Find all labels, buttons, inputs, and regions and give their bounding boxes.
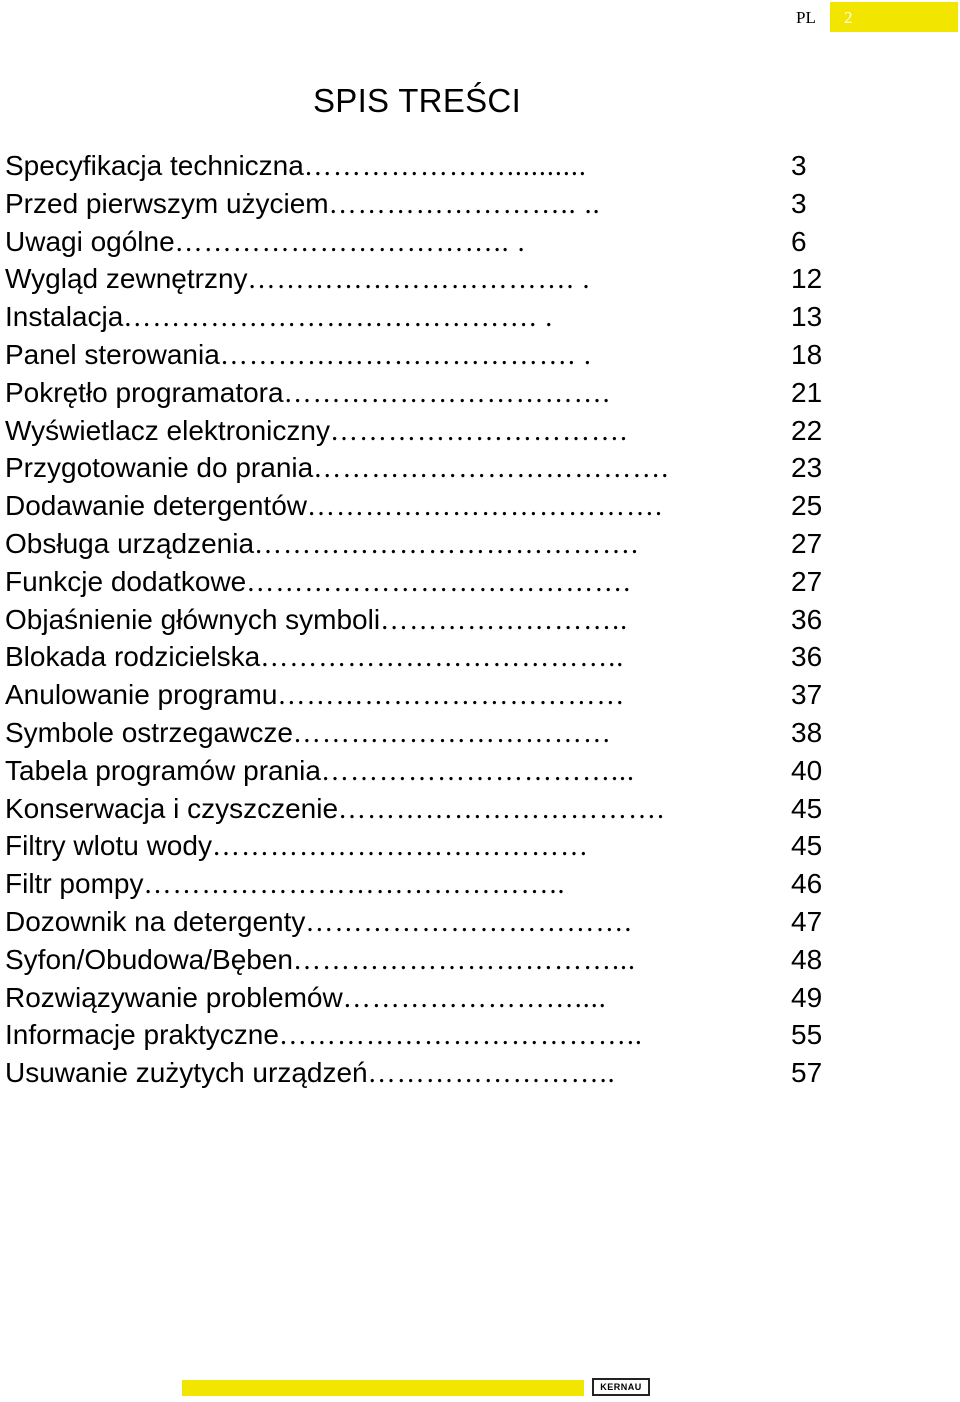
toc-page-number: 38: [791, 716, 823, 748]
toc-entry-label: Funkcje dodatkowe: [5, 565, 247, 597]
toc-dot-leader: …………………………….: [338, 793, 666, 825]
toc-page-number: 36: [791, 641, 823, 673]
toc-page-number: 49: [791, 981, 823, 1013]
toc-entry-label: Konserwacja i czyszczenie: [5, 792, 339, 824]
toc-dot-leader: …………………………….: [283, 377, 611, 409]
toc-dot-leader: …………………………….: [305, 906, 633, 938]
toc-entry[interactable]: [5, 147, 825, 185]
toc-page-number: 22: [791, 414, 823, 446]
toc-entry-label: Wygląd zewnętrzny: [5, 263, 248, 295]
toc-entry-label: Uwagi ogólne: [5, 225, 175, 257]
toc-page-number: 21: [791, 376, 823, 408]
toc-dot-leader: ……………………………….: [313, 453, 670, 485]
toc-entry[interactable]: [5, 260, 825, 298]
toc-page-number: 46: [791, 868, 823, 900]
toc-page-number: 12: [791, 263, 823, 295]
toc-entry[interactable]: [5, 449, 825, 487]
toc-entry-label: Obsługa urządzenia: [5, 527, 255, 559]
toc-entry[interactable]: [5, 676, 825, 714]
toc-dot-leader: …………………..........: [303, 151, 587, 182]
toc-page-number: 37: [791, 679, 823, 711]
toc-dot-leader: …………………….. ..: [328, 188, 601, 220]
toc-page-number: 57: [791, 1057, 823, 1089]
toc-entry[interactable]: [5, 223, 825, 261]
toc-entry-label: Rozwiązywanie problemów: [5, 981, 343, 1013]
toc-entry-label: Dozownik na detergenty: [5, 905, 306, 937]
toc-dot-leader: ………………………………..: [260, 642, 625, 674]
toc-entry-label: Przed pierwszym użyciem: [5, 187, 329, 219]
toc-page-number: 40: [791, 754, 823, 786]
toc-dot-leader: …………………………….. .: [174, 226, 526, 258]
toc-entry-label: Panel sterowania: [5, 338, 220, 370]
toc-entry-label: Objaśnienie głównych symboli: [5, 603, 381, 635]
toc-page-number: 6: [791, 225, 807, 257]
toc-page-number: 55: [791, 1019, 823, 1051]
toc-dot-leader: ……………………………………..: [143, 869, 566, 901]
toc-entry[interactable]: [5, 752, 825, 790]
toc-page-number: 27: [791, 527, 823, 559]
toc-dot-leader: ……………………………. .: [247, 264, 591, 296]
page-number-box: [830, 2, 958, 32]
language-label: PL: [796, 8, 816, 27]
toc-page-number: 45: [791, 830, 823, 862]
toc-page-number: 36: [791, 603, 823, 635]
toc-dot-leader: ………………………….: [329, 415, 628, 447]
toc-entry[interactable]: [5, 412, 825, 450]
toc-entry[interactable]: [5, 979, 825, 1017]
table-of-contents: [5, 147, 825, 1092]
toc-entry[interactable]: [5, 941, 825, 979]
toc-page-number: 23: [791, 452, 823, 484]
toc-entry[interactable]: [5, 903, 825, 941]
brand-logo: KERNAU: [592, 1378, 650, 1396]
toc-entry-label: Pokrętło programatora: [5, 376, 284, 408]
toc-dot-leader: ………………………………….: [254, 528, 640, 560]
toc-page-number: 27: [791, 565, 823, 597]
toc-entry-label: Syfon/Obudowa/Bęben: [5, 943, 293, 975]
toc-page-number: 3: [791, 150, 807, 181]
toc-entry-label: Symbole ostrzegawcze: [5, 716, 293, 748]
page-title: SPIS TREŚCI: [312, 82, 522, 119]
toc-dot-leader: ……………………………...: [292, 944, 636, 976]
footer-accent-bar: [182, 1380, 584, 1396]
toc-entry-label: Blokada rodzicielska: [5, 641, 261, 673]
toc-page-number: 45: [791, 792, 823, 824]
toc-entry[interactable]: [5, 714, 825, 752]
toc-entry[interactable]: [5, 374, 825, 412]
toc-page-number: 13: [791, 301, 823, 333]
toc-dot-leader: ………………………………..: [278, 1020, 643, 1052]
toc-page-number: 47: [791, 905, 823, 937]
toc-entry[interactable]: [5, 1016, 825, 1054]
toc-dot-leader: …………………………...: [320, 755, 635, 787]
toc-entry[interactable]: [5, 563, 825, 601]
toc-dot-leader: ………………………………. .: [219, 339, 592, 371]
toc-page-number: 25: [791, 490, 823, 522]
toc-entry-label: Anulowanie programu: [5, 679, 278, 711]
toc-page-number: 3: [791, 187, 807, 219]
toc-entry[interactable]: [5, 487, 825, 525]
toc-entry[interactable]: [5, 827, 825, 865]
toc-dot-leader: ………………………………….: [246, 566, 632, 598]
toc-entry-label: Informacje praktyczne: [5, 1019, 279, 1051]
toc-entry-label: Dodawanie detergentów: [5, 490, 307, 522]
toc-dot-leader: ………………………………: [277, 680, 626, 712]
toc-entry[interactable]: [5, 638, 825, 676]
toc-entry-label: Filtr pompy: [5, 868, 144, 900]
toc-entry-label: Usuwanie zużytych urządzeń: [5, 1057, 368, 1089]
toc-dot-leader: …………………………………: [211, 831, 589, 863]
toc-page-number: 48: [791, 943, 823, 975]
toc-entry-label: Wyświetlacz elektroniczny: [5, 414, 330, 446]
toc-dot-leader: ……………………………….: [306, 491, 663, 523]
toc-dot-leader: ……………………..: [367, 1058, 616, 1090]
toc-entry[interactable]: [5, 185, 825, 223]
toc-entry[interactable]: [5, 601, 825, 639]
toc-entry-label: Tabela programów prania: [5, 754, 321, 786]
toc-entry-label: Przygotowanie do prania: [5, 452, 314, 484]
toc-entry-label: Instalacja: [5, 301, 124, 333]
toc-entry[interactable]: [5, 1054, 825, 1092]
page-number: 2: [844, 8, 853, 27]
toc-dot-leader: ……………………………: [292, 717, 612, 749]
toc-entry[interactable]: [5, 790, 825, 828]
toc-entry-label: Filtry wlotu wody: [5, 830, 212, 862]
toc-entry[interactable]: [5, 525, 825, 563]
toc-page-number: 18: [791, 338, 823, 370]
toc-dot-leader: ……………………....: [342, 982, 607, 1014]
toc-entry-label: Specyfikacja techniczna: [5, 150, 304, 181]
toc-entry[interactable]: [5, 298, 825, 336]
toc-entry[interactable]: [5, 865, 825, 903]
toc-entry[interactable]: [5, 336, 825, 374]
toc-dot-leader: ……………………..: [380, 604, 629, 636]
toc-dot-leader: ……………………………………. .: [123, 302, 554, 334]
